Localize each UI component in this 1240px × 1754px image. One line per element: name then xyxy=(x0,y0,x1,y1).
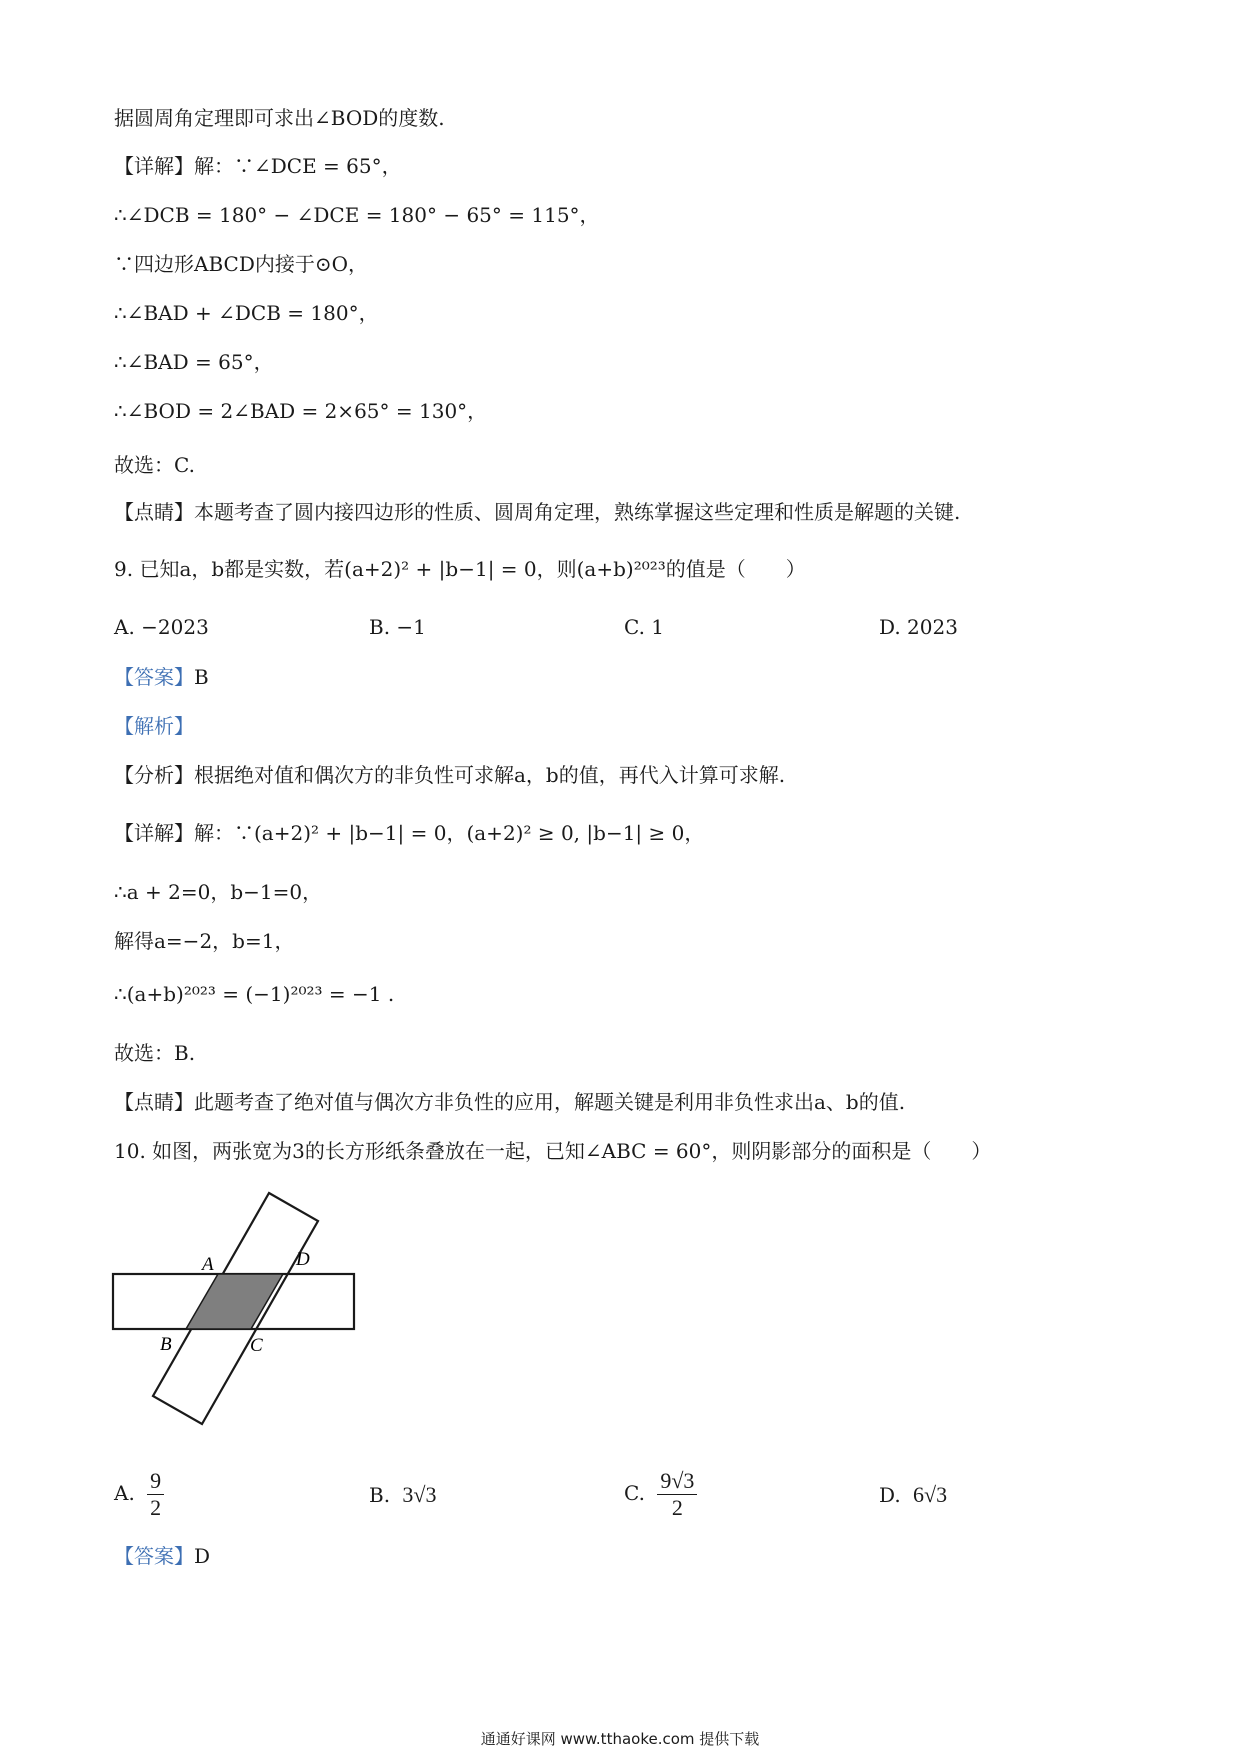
q9-answer xyxy=(114,662,209,692)
q10-answer xyxy=(114,1541,210,1571)
text-line: 故选：C. xyxy=(114,453,195,477)
text-line: ∴∠BAD = 65°， xyxy=(114,350,274,374)
shaded-region xyxy=(186,1274,283,1329)
q9-choice-b: B. −1 xyxy=(369,615,426,639)
answer-tag: 【答案】 xyxy=(114,1544,194,1568)
fraction: $\frac{9}{2}$ xyxy=(147,1468,164,1521)
q10-choice-b: B. 3√3 xyxy=(369,1482,437,1507)
q9-detail-line: 故选：B. xyxy=(114,1041,196,1065)
text-line: 据圆周角定理即可求出∠BOD的度数. xyxy=(114,106,445,130)
fraction: $\frac{9√3}{2}$ xyxy=(657,1468,697,1521)
q9-choice-c: C. 1 xyxy=(624,615,665,639)
note-line: 【点睛】本题考查了圆内接四边形的性质、圆周角定理，熟练掌握这些定理和性质是解题的关键. xyxy=(114,500,961,524)
label-b: B xyxy=(160,1334,172,1355)
q9-analysis: 【分析】根据绝对值和偶次方的非负性可求解a，b的值，再代入计算可求解. xyxy=(114,763,786,787)
text-line: ∴∠DCB = 180° − ∠DCE = 180° − 65° = 115°， xyxy=(114,203,600,227)
q9-detail-line: ∴(a+b)²⁰²³ = (−1)²⁰²³ = −1 . xyxy=(114,982,395,1006)
analysis-tag: 【解析】 xyxy=(114,714,194,738)
label-c: C xyxy=(250,1335,263,1356)
q9-choice-a: A. −2023 xyxy=(114,615,209,639)
q9-choice-d: D. 2023 xyxy=(879,615,958,639)
answer-value: B xyxy=(194,665,209,689)
q9-analysis-tag xyxy=(114,711,194,741)
q9-detail-line: 【详解】解：∵(a+2)² + |b−1| = 0，(a+2)² ≥ 0, |b−1| ≥ 0， xyxy=(114,821,705,845)
q10-choice-a: A. $\frac{9}{2}$ xyxy=(114,1468,164,1521)
footer: 通通好课网 www.tthaoke.com 提供下载 xyxy=(480,1730,760,1748)
question-10: 10. 如图，两张宽为3的长方形纸条叠放在一起，已知∠ABC = 60°，则阴影部分的面积是（ ） xyxy=(114,1139,992,1163)
answer-tag: 【答案】 xyxy=(114,665,194,689)
q9-detail-line: ∴a + 2=0，b−1=0， xyxy=(114,880,323,904)
q9-detail-line: 解得a=−2，b=1， xyxy=(114,929,295,953)
answer-value: D xyxy=(194,1544,211,1568)
q9-note-line: 【点睛】此题考查了绝对值与偶次方非负性的应用，解题关键是利用非负性求出a、b的值. xyxy=(114,1090,906,1114)
label-a: A xyxy=(202,1254,214,1275)
text-line: ∵四边形ABCD内接于⊙O， xyxy=(114,252,369,276)
text-line: ∴∠BOD = 2∠BAD = 2×65° = 130°， xyxy=(114,399,488,423)
q10-choice-c: C. $\frac{9√3}{2}$ xyxy=(624,1468,697,1521)
text-line: 【详解】解：∵∠DCE = 65°， xyxy=(114,154,402,178)
text-line: ∴∠BAD + ∠DCB = 180°， xyxy=(114,301,379,325)
q10-figure xyxy=(100,1180,380,1440)
q10-choice-d: D. 6√3 xyxy=(879,1482,948,1507)
label-d: D xyxy=(296,1249,310,1270)
question-9: 9. 已知a，b都是实数，若(a+2)² + |b−1| = 0，则(a+b)²⁰²³的值是（ ） xyxy=(114,557,806,581)
